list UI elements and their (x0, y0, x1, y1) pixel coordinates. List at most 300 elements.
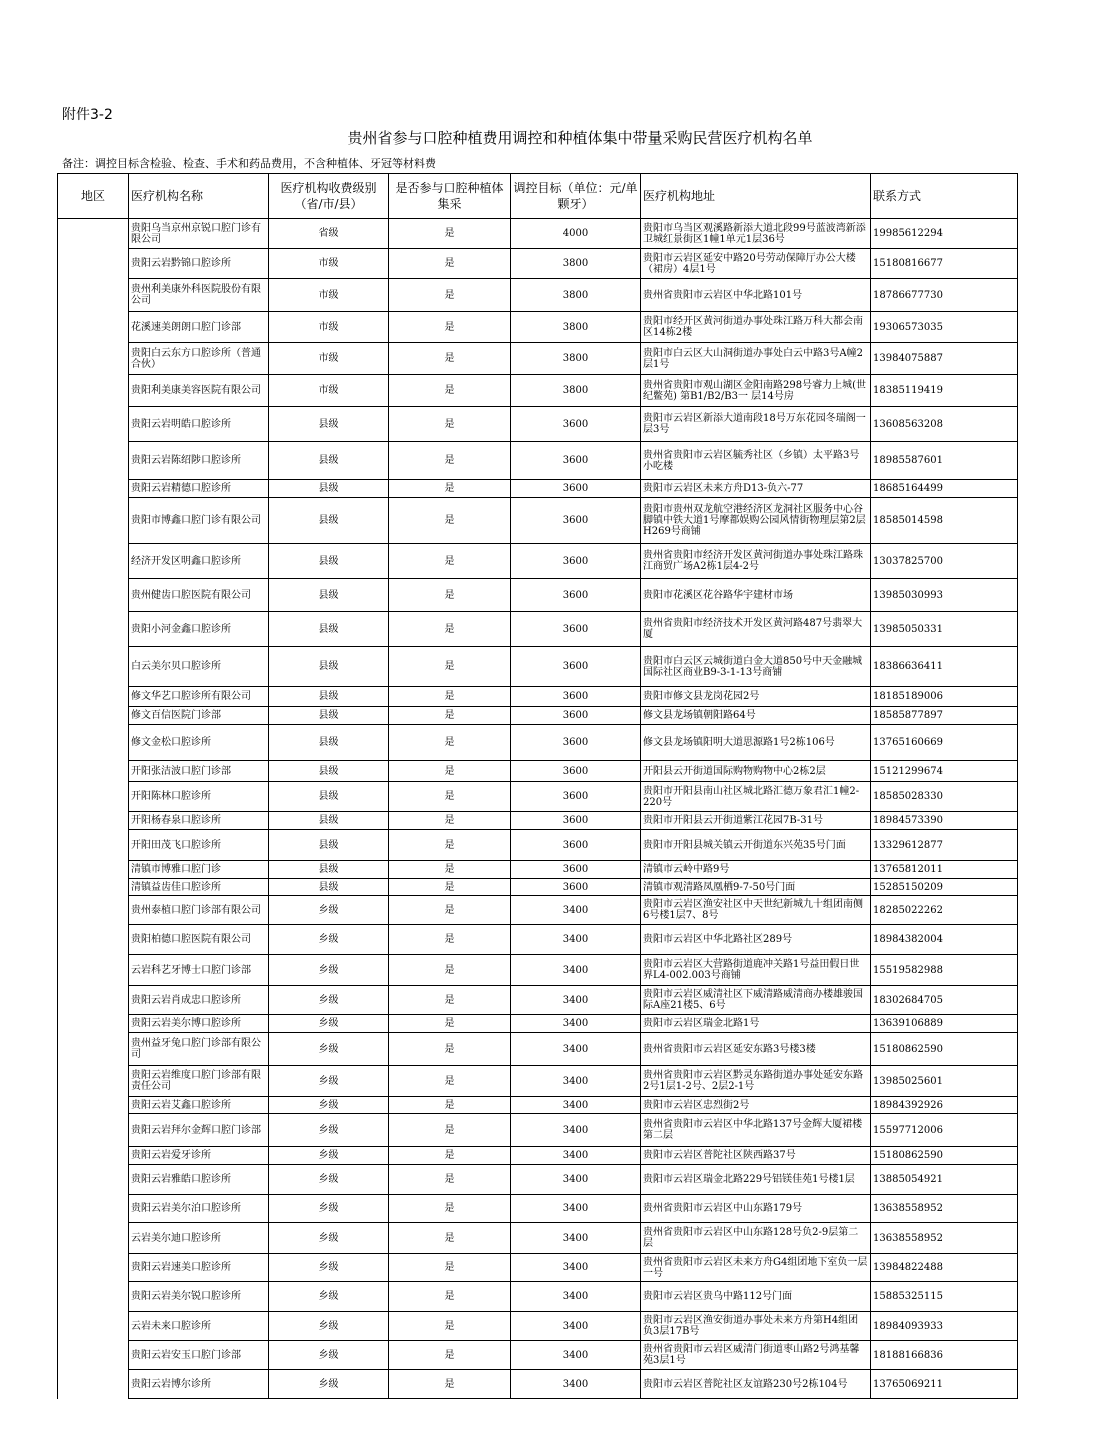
level-cell: 县级 (269, 761, 389, 782)
address-cell: 贵阳市云岩区普陀社区陕西路37号 (641, 1147, 871, 1165)
contact-cell: 13638558952 (871, 1223, 1018, 1254)
institution-name-cell: 贵阳市博鑫口腔门诊有限公司 (129, 498, 269, 544)
table-row (58, 925, 1018, 955)
institution-name-cell: 贵阳云岩美尔泊口腔诊所 (129, 1195, 269, 1223)
address-cell: 贵阳市云岩区大营路街道鹿冲关路1号益田假日世界L4-002.003号商铺 (641, 955, 871, 986)
contact-cell: 18385119419 (871, 375, 1018, 407)
note: 备注：调控目标含检验、检查、手术和药品费用，不含种植体、牙冠等材料费 (62, 157, 436, 170)
target-cell: 3400 (511, 1165, 641, 1195)
address-cell: 贵阳市开阳县云开街道紫江花园7B-31号 (641, 812, 871, 830)
contact-cell: 13608563208 (871, 407, 1018, 442)
address-cell: 贵阳市开阳县城关镇云开街道东兴苑35号门面 (641, 830, 871, 861)
address-cell: 贵州省贵阳市观山湖区金阳南路298号睿力上城(世纪鳖苑) 第B1/B2/B3一 层14号房 (641, 375, 871, 407)
level-cell: 县级 (269, 612, 389, 647)
contact-cell: 13985030993 (871, 579, 1018, 612)
address-cell: 贵阳市云岩区瑞金北路229号铝镁佳苑1号楼1层 (641, 1165, 871, 1195)
table-row (58, 1066, 1018, 1097)
institution-name-cell: 贵阳乌当京州京锐口腔门诊有限公司 (129, 219, 269, 249)
level-cell: 乡级 (269, 1165, 389, 1195)
table-row (58, 1254, 1018, 1282)
contact-cell: 13985025601 (871, 1066, 1018, 1097)
institution-name-cell: 贵阳云岩安玉口腔门诊部 (129, 1341, 269, 1370)
level-cell: 乡级 (269, 1370, 389, 1399)
table-row (58, 812, 1018, 830)
target-cell: 3600 (511, 761, 641, 782)
contact-cell: 18985587601 (871, 442, 1018, 480)
participate-cell: 是 (389, 1165, 511, 1195)
participate-cell: 是 (389, 647, 511, 687)
address-cell: 贵阳市云岩区渔安街道办事处未来方舟第H4组团负3层17B号 (641, 1312, 871, 1341)
target-cell: 3400 (511, 1312, 641, 1341)
participate-cell: 是 (389, 955, 511, 986)
level-cell: 乡级 (269, 1223, 389, 1254)
target-cell: 3600 (511, 687, 641, 707)
table-row (58, 1097, 1018, 1114)
header-participate: 是否参与口腔种植体集采 (389, 174, 511, 219)
contact-cell: 18786677730 (871, 279, 1018, 312)
table-row (58, 1114, 1018, 1147)
address-cell: 贵州省贵阳市经济技术开发区黄河路487号翡翠大厦 (641, 612, 871, 647)
participate-cell: 是 (389, 498, 511, 544)
institution-table (57, 173, 1018, 1399)
contact-cell: 13037825700 (871, 544, 1018, 579)
address-cell: 贵州省贵阳市云岩区毓秀社区（乡镇）太平路3号小吃楼 (641, 442, 871, 480)
level-cell: 市级 (269, 279, 389, 312)
header-contact: 联系方式 (871, 174, 1018, 219)
participate-cell: 是 (389, 896, 511, 925)
target-cell: 3400 (511, 1147, 641, 1165)
level-cell: 县级 (269, 879, 389, 896)
target-cell: 3400 (511, 1370, 641, 1399)
contact-cell: 18585028330 (871, 782, 1018, 812)
address-cell: 贵阳市云岩区未来方舟D13-负六-77 (641, 480, 871, 498)
institution-name-cell: 贵阳利美康美容医院有限公司 (129, 375, 269, 407)
table-row (58, 1195, 1018, 1223)
contact-cell: 18185189006 (871, 687, 1018, 707)
table-row (58, 249, 1018, 279)
participate-cell: 是 (389, 219, 511, 249)
target-cell: 4000 (511, 219, 641, 249)
participate-cell: 是 (389, 1114, 511, 1147)
address-cell: 开阳县云开街道国际购物购物中心2栋2层 (641, 761, 871, 782)
target-cell: 3800 (511, 375, 641, 407)
institution-name-cell: 云岩未来口腔诊所 (129, 1312, 269, 1341)
level-cell: 市级 (269, 375, 389, 407)
target-cell: 3800 (511, 343, 641, 375)
address-cell: 贵阳市云岩区渔安社区中天世纪新城九十组团南侧6号楼1层7、8号 (641, 896, 871, 925)
header-address: 医疗机构地址 (641, 174, 871, 219)
participate-cell: 是 (389, 1015, 511, 1033)
level-cell: 乡级 (269, 1341, 389, 1370)
level-cell: 乡级 (269, 1015, 389, 1033)
institution-name-cell: 贵阳云岩肖成忠口腔诊所 (129, 986, 269, 1015)
institution-name-cell: 贵阳云岩拜尔金辉口腔门诊部 (129, 1114, 269, 1147)
participate-cell: 是 (389, 279, 511, 312)
target-cell: 3400 (511, 955, 641, 986)
table-row (58, 896, 1018, 925)
target-cell: 3600 (511, 812, 641, 830)
contact-cell: 18685164499 (871, 480, 1018, 498)
level-cell: 县级 (269, 861, 389, 879)
institution-name-cell: 修文金松口腔诊所 (129, 725, 269, 761)
table-row (58, 761, 1018, 782)
institution-name-cell: 贵阳云岩爱牙诊所 (129, 1147, 269, 1165)
address-cell: 修文县龙场镇阳明大道思源路1号2栋106号 (641, 725, 871, 761)
table-row (58, 612, 1018, 647)
contact-cell: 18585014598 (871, 498, 1018, 544)
institution-name-cell: 开阳陈林口腔诊所 (129, 782, 269, 812)
address-cell: 贵州省贵阳市云岩区中山东路128号负2-9层第二层 (641, 1223, 871, 1254)
target-cell: 3400 (511, 1282, 641, 1312)
level-cell: 县级 (269, 544, 389, 579)
institution-name-cell: 贵州益牙兔口腔门诊部有限公司 (129, 1033, 269, 1066)
target-cell: 3800 (511, 279, 641, 312)
target-cell: 3600 (511, 579, 641, 612)
table-row (58, 579, 1018, 612)
institution-name-cell: 贵阳云岩美尔博口腔诊所 (129, 1015, 269, 1033)
address-cell: 清镇市云岭中路9号 (641, 861, 871, 879)
level-cell: 乡级 (269, 1195, 389, 1223)
level-cell: 县级 (269, 498, 389, 544)
target-cell: 3600 (511, 879, 641, 896)
contact-cell: 18386636411 (871, 647, 1018, 687)
table-row (58, 1282, 1018, 1312)
institution-name-cell: 修文华艺口腔诊所有限公司 (129, 687, 269, 707)
participate-cell: 是 (389, 1312, 511, 1341)
contact-cell: 15121299674 (871, 761, 1018, 782)
target-cell: 3600 (511, 442, 641, 480)
target-cell: 3400 (511, 986, 641, 1015)
level-cell: 乡级 (269, 1147, 389, 1165)
target-cell: 3400 (511, 1341, 641, 1370)
level-cell: 县级 (269, 812, 389, 830)
participate-cell: 是 (389, 830, 511, 861)
participate-cell: 是 (389, 1097, 511, 1114)
participate-cell: 是 (389, 1147, 511, 1165)
table-row (58, 544, 1018, 579)
contact-cell: 18302684705 (871, 986, 1018, 1015)
address-cell: 贵阳市开阳县南山社区城北路汇德万象君汇1幢2-220号 (641, 782, 871, 812)
participate-cell: 是 (389, 1195, 511, 1223)
institution-name-cell: 开阳杨春泉口腔诊所 (129, 812, 269, 830)
level-cell: 县级 (269, 579, 389, 612)
level-cell: 县级 (269, 830, 389, 861)
address-cell: 贵阳市云岩区延安中路20号劳动保障厅办公大楼（裙房）4层1号 (641, 249, 871, 279)
institution-name-cell: 经济开发区明鑫口腔诊所 (129, 544, 269, 579)
table-row (58, 955, 1018, 986)
target-cell: 3600 (511, 407, 641, 442)
institution-name-cell: 白云美尔贝口腔诊所 (129, 647, 269, 687)
institution-name-cell: 贵阳云岩博尔诊所 (129, 1370, 269, 1399)
address-cell: 贵阳市云岩区新添大道南段18号万东花园冬瑞阁一层3号 (641, 407, 871, 442)
table-row (58, 375, 1018, 407)
participate-cell: 是 (389, 761, 511, 782)
institution-name-cell: 开阳田茂飞口腔诊所 (129, 830, 269, 861)
contact-cell: 18285022262 (871, 896, 1018, 925)
participate-cell: 是 (389, 480, 511, 498)
target-cell: 3600 (511, 544, 641, 579)
address-cell: 贵阳市云岩区贵乌中路112号门面 (641, 1282, 871, 1312)
participate-cell: 是 (389, 1223, 511, 1254)
target-cell: 3400 (511, 896, 641, 925)
target-cell: 3600 (511, 480, 641, 498)
level-cell: 县级 (269, 687, 389, 707)
contact-cell: 13765069211 (871, 1370, 1018, 1399)
contact-cell: 13984075887 (871, 343, 1018, 375)
participate-cell: 是 (389, 1341, 511, 1370)
contact-cell: 13985050331 (871, 612, 1018, 647)
level-cell: 市级 (269, 343, 389, 375)
institution-name-cell: 贵阳小河金鑫口腔诊所 (129, 612, 269, 647)
participate-cell: 是 (389, 612, 511, 647)
level-cell: 县级 (269, 442, 389, 480)
address-cell: 贵州省贵阳市经济开发区黄河街道办事处珠江路珠江商贸广场A2栋1层4-2号 (641, 544, 871, 579)
target-cell: 3400 (511, 1033, 641, 1066)
institution-name-cell: 贵阳云岩精德口腔诊所 (129, 480, 269, 498)
participate-cell: 是 (389, 986, 511, 1015)
target-cell: 3600 (511, 782, 641, 812)
target-cell: 3400 (511, 1097, 641, 1114)
address-cell: 贵阳市经开区黄河街道办事处珠江路万科大都会南区14栋2楼 (641, 312, 871, 343)
target-cell: 3400 (511, 1015, 641, 1033)
participate-cell: 是 (389, 442, 511, 480)
table-row (58, 707, 1018, 725)
table-row (58, 830, 1018, 861)
contact-cell: 19306573035 (871, 312, 1018, 343)
table-row (58, 1312, 1018, 1341)
contact-cell: 13638558952 (871, 1195, 1018, 1223)
institution-name-cell: 贵阳云岩艾鑫口腔诊所 (129, 1097, 269, 1114)
table-row (58, 1223, 1018, 1254)
contact-cell: 18984382004 (871, 925, 1018, 955)
institution-name-cell: 贵阳云岩明皓口腔诊所 (129, 407, 269, 442)
institution-name-cell: 贵阳白云东方口腔诊所（普通合伙） (129, 343, 269, 375)
participate-cell: 是 (389, 1033, 511, 1066)
contact-cell: 18984093933 (871, 1312, 1018, 1341)
table-row (58, 1165, 1018, 1195)
institution-name-cell: 贵阳云岩雅皓口腔诊所 (129, 1165, 269, 1195)
target-cell: 3400 (511, 1195, 641, 1223)
header-name: 医疗机构名称 (129, 174, 269, 219)
level-cell: 市级 (269, 249, 389, 279)
table-row (58, 687, 1018, 707)
table-row (58, 343, 1018, 375)
contact-cell: 18188166836 (871, 1341, 1018, 1370)
address-cell: 贵阳市修文县龙岗花园2号 (641, 687, 871, 707)
institution-name-cell: 贵阳云岩维度口腔门诊部有限责任公司 (129, 1066, 269, 1097)
contact-cell: 18585877897 (871, 707, 1018, 725)
institution-name-cell: 贵阳云岩陈绍陟口腔诊所 (129, 442, 269, 480)
participate-cell: 是 (389, 343, 511, 375)
institution-name-cell: 修文百信医院门诊部 (129, 707, 269, 725)
participate-cell: 是 (389, 544, 511, 579)
address-cell: 贵州省贵阳市云岩区中山东路179号 (641, 1195, 871, 1223)
level-cell: 乡级 (269, 1097, 389, 1114)
institution-name-cell: 贵阳云岩黔锦口腔诊所 (129, 249, 269, 279)
table-row (58, 312, 1018, 343)
institution-name-cell: 贵州利美康外科医院股份有限公司 (129, 279, 269, 312)
institution-name-cell: 花溪速美朗朗口腔门诊部 (129, 312, 269, 343)
address-cell: 贵阳市云岩区中华北路社区289号 (641, 925, 871, 955)
address-cell: 贵阳市白云区大山洞街道办事处白云中路3号A幢2层1号 (641, 343, 871, 375)
table-body (58, 219, 1018, 1399)
table-row (58, 1033, 1018, 1066)
level-cell: 省级 (269, 219, 389, 249)
level-cell: 县级 (269, 647, 389, 687)
address-cell: 贵州省贵阳市云岩区中华北路101号 (641, 279, 871, 312)
table-row (58, 879, 1018, 896)
address-cell: 贵阳市白云区云城街道白金大道850号中天金融城国际社区商业B9-3-1-13号商铺 (641, 647, 871, 687)
participate-cell: 是 (389, 1254, 511, 1282)
address-cell: 贵阳市云岩区忠烈街2号 (641, 1097, 871, 1114)
table-row (58, 1341, 1018, 1370)
participate-cell: 是 (389, 812, 511, 830)
target-cell: 3800 (511, 249, 641, 279)
table-row (58, 861, 1018, 879)
level-cell: 乡级 (269, 955, 389, 986)
participate-cell: 是 (389, 579, 511, 612)
level-cell: 乡级 (269, 1033, 389, 1066)
level-cell: 县级 (269, 782, 389, 812)
participate-cell: 是 (389, 407, 511, 442)
level-cell: 县级 (269, 480, 389, 498)
address-cell: 贵州省贵阳市云岩区中华北路137号金辉大厦裙楼第二层 (641, 1114, 871, 1147)
contact-cell: 15285150209 (871, 879, 1018, 896)
target-cell: 3400 (511, 1114, 641, 1147)
address-cell: 贵阳市花溪区花谷路华宇建材市场 (641, 579, 871, 612)
participate-cell: 是 (389, 925, 511, 955)
participate-cell: 是 (389, 249, 511, 279)
address-cell: 贵阳市贵州双龙航空港经济区龙洞社区服务中心谷脚镇中铁大道1号摩都娱购公园风情街物理层第2层H269号商铺 (641, 498, 871, 544)
contact-cell: 13885054921 (871, 1165, 1018, 1195)
institution-name-cell: 云岩科艺牙博士口腔门诊部 (129, 955, 269, 986)
participate-cell: 是 (389, 1282, 511, 1312)
target-cell: 3400 (511, 1223, 641, 1254)
participate-cell: 是 (389, 879, 511, 896)
address-cell: 贵州省贵阳市云岩区威清门街道枣山路2号鸿基馨苑3层1号 (641, 1341, 871, 1370)
address-cell: 修文县龙场镇朝阳路64号 (641, 707, 871, 725)
contact-cell: 13765160669 (871, 725, 1018, 761)
contact-cell: 15885325115 (871, 1282, 1018, 1312)
institution-name-cell: 贵州泰植口腔门诊部有限公司 (129, 896, 269, 925)
contact-cell: 13984822488 (871, 1254, 1018, 1282)
level-cell: 乡级 (269, 925, 389, 955)
table-row (58, 480, 1018, 498)
contact-cell: 18984392926 (871, 1097, 1018, 1114)
address-cell: 贵州省贵阳市云岩区延安东路3号楼3楼 (641, 1033, 871, 1066)
level-cell: 乡级 (269, 1114, 389, 1147)
address-cell: 贵阳市云岩区瑞金北路1号 (641, 1015, 871, 1033)
level-cell: 乡级 (269, 1312, 389, 1341)
level-cell: 县级 (269, 725, 389, 761)
contact-cell: 13329612877 (871, 830, 1018, 861)
address-cell: 贵阳市乌当区观溪路新添大道北段99号蓝波湾新添卫城红景街区1幢1单元1层36号 (641, 219, 871, 249)
level-cell: 乡级 (269, 1282, 389, 1312)
level-cell: 县级 (269, 707, 389, 725)
contact-cell: 15519582988 (871, 955, 1018, 986)
level-cell: 县级 (269, 407, 389, 442)
table-row (58, 1370, 1018, 1399)
target-cell: 3600 (511, 612, 641, 647)
target-cell: 3600 (511, 647, 641, 687)
address-cell: 贵州省贵阳市云岩区黔灵东路街道办事处延安东路2号1层1-2号、2层2-1号 (641, 1066, 871, 1097)
institution-name-cell: 贵阳云岩美尔锐口腔诊所 (129, 1282, 269, 1312)
target-cell: 3600 (511, 707, 641, 725)
table-row (58, 219, 1018, 249)
table-row (58, 442, 1018, 480)
target-cell: 3400 (511, 925, 641, 955)
level-cell: 乡级 (269, 1066, 389, 1097)
contact-cell: 15180816677 (871, 249, 1018, 279)
attachment-label: 附件3-2 (62, 107, 113, 123)
institution-name-cell: 贵阳柏德口腔医院有限公司 (129, 925, 269, 955)
target-cell: 3800 (511, 312, 641, 343)
participate-cell: 是 (389, 687, 511, 707)
level-cell: 乡级 (269, 986, 389, 1015)
target-cell: 3600 (511, 725, 641, 761)
table-row (58, 498, 1018, 544)
contact-cell: 15597712006 (871, 1114, 1018, 1147)
target-cell: 3600 (511, 498, 641, 544)
institution-name-cell: 云岩美尔迪口腔诊所 (129, 1223, 269, 1254)
contact-cell: 19985612294 (871, 219, 1018, 249)
participate-cell: 是 (389, 1370, 511, 1399)
address-cell: 清镇市观清路凤凰栖9-7-50号门面 (641, 879, 871, 896)
address-cell: 贵阳市云岩区威清社区下威清路威清商办楼雄骏国际A座21楼5、6号 (641, 986, 871, 1015)
address-cell: 贵州省贵阳市云岩区未来方舟G4组团地下室负一层一号 (641, 1254, 871, 1282)
address-cell: 贵阳市云岩区普陀社区友谊路230号2栋104号 (641, 1370, 871, 1399)
institution-name-cell: 贵州健齿口腔医院有限公司 (129, 579, 269, 612)
header-level: 医疗机构收费级别（省/市/县） (269, 174, 389, 219)
participate-cell: 是 (389, 312, 511, 343)
page-title: 贵州省参与口腔种植费用调控和种植体集中带量采购民营医疗机构名单 (347, 129, 813, 147)
table-row (58, 407, 1018, 442)
target-cell: 3600 (511, 861, 641, 879)
institution-name-cell: 开阳张洁波口腔门诊部 (129, 761, 269, 782)
level-cell: 乡级 (269, 1254, 389, 1282)
target-cell: 3400 (511, 1066, 641, 1097)
table-row (58, 782, 1018, 812)
target-cell: 3400 (511, 1254, 641, 1282)
institution-name-cell: 清镇市博雅口腔门诊 (129, 861, 269, 879)
table-row (58, 1015, 1018, 1033)
participate-cell: 是 (389, 861, 511, 879)
participate-cell: 是 (389, 782, 511, 812)
header-region: 地区 (58, 174, 129, 219)
region-cell (58, 219, 129, 1399)
participate-cell: 是 (389, 707, 511, 725)
contact-cell: 13639106889 (871, 1015, 1018, 1033)
contact-cell: 15180862590 (871, 1147, 1018, 1165)
participate-cell: 是 (389, 725, 511, 761)
level-cell: 乡级 (269, 896, 389, 925)
header-target: 调控目标（单位：元/单颗牙） (511, 174, 641, 219)
participate-cell: 是 (389, 1066, 511, 1097)
table-row (58, 647, 1018, 687)
table-row (58, 986, 1018, 1015)
institution-name-cell: 清镇益齿佳口腔诊所 (129, 879, 269, 896)
contact-cell: 18984573390 (871, 812, 1018, 830)
level-cell: 市级 (269, 312, 389, 343)
contact-cell: 15180862590 (871, 1033, 1018, 1066)
participate-cell: 是 (389, 375, 511, 407)
table-row (58, 725, 1018, 761)
table-row (58, 1147, 1018, 1165)
contact-cell: 13765812011 (871, 861, 1018, 879)
institution-name-cell: 贵阳云岩速美口腔诊所 (129, 1254, 269, 1282)
header-row (58, 174, 1018, 219)
target-cell: 3600 (511, 830, 641, 861)
